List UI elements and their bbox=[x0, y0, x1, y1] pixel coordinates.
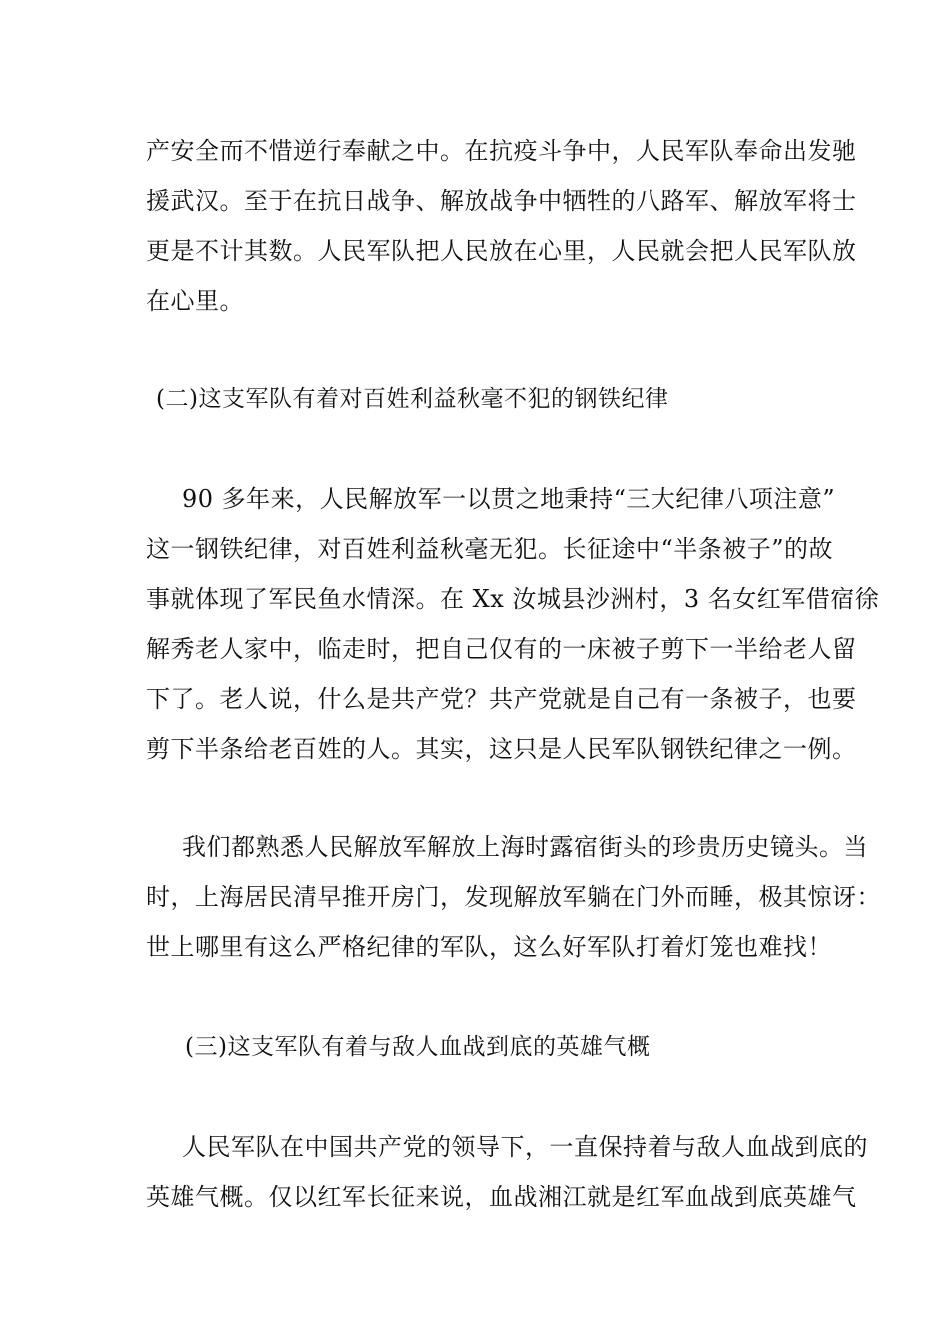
paragraph-line: 人民军队在中国共产党的领导下，一直保持着与敌人血战到底的 bbox=[182, 1133, 868, 1161]
paragraph-line: 我们都熟悉人民解放军解放上海时露宿街头的珍贵历史镜头。当 bbox=[182, 833, 868, 861]
paragraph-line: 这一钢铁纪律，对百姓利益秋毫无犯。长征途中“半条被子”的故 bbox=[146, 535, 834, 563]
paragraph-line: 世上哪里有这么严格纪律的军队，这么好军队打着灯笼也难找！ bbox=[146, 933, 832, 961]
paragraph-line: 下了。老人说，什么是共产党？共产党就是自己有一条被子，也要 bbox=[146, 685, 857, 713]
paragraph-line: 产安全而不惜逆行奉献之中。在抗疫斗争中，人民军队奉命出发驰 bbox=[146, 137, 857, 165]
paragraph-line: 剪下半条给老百姓的人。其实，这只是人民军队钢铁纪律之一例。 bbox=[146, 735, 857, 763]
paragraph-line: 解秀老人家中，临走时，把自己仅有的一床被子剪下一半给老人留 bbox=[146, 635, 857, 663]
paragraph-line: 时，上海居民清早推开房门，发现解放军躺在门外而睡，极其惊讶： bbox=[146, 883, 881, 911]
section-heading: (二)这支军队有着对百姓利益秋毫不犯的钢铁纪律 bbox=[156, 386, 669, 412]
paragraph-line: 90 多年来，人民解放军一以贯之地秉持“三大纪律八项注意” bbox=[182, 485, 836, 513]
paragraph-line: 援武汉。至于在抗日战争、解放战争中牺牲的八路军、解放军将士 bbox=[146, 187, 857, 215]
section-heading: (三)这支军队有着与敌人血战到底的英雄气概 bbox=[185, 1034, 651, 1060]
paragraph-line: 事就体现了军民鱼水情深。在 Xx 汝城县沙洲村，3 名女红军借宿徐 bbox=[146, 585, 880, 613]
paragraph-line: 在心里。 bbox=[146, 287, 244, 315]
paragraph-line: 更是不计其数。人民军队把人民放在心里，人民就会把人民军队放 bbox=[146, 237, 857, 265]
paragraph-line: 英雄气概。仅以红军长征来说，血战湘江就是红军血战到底英雄气 bbox=[146, 1183, 857, 1211]
